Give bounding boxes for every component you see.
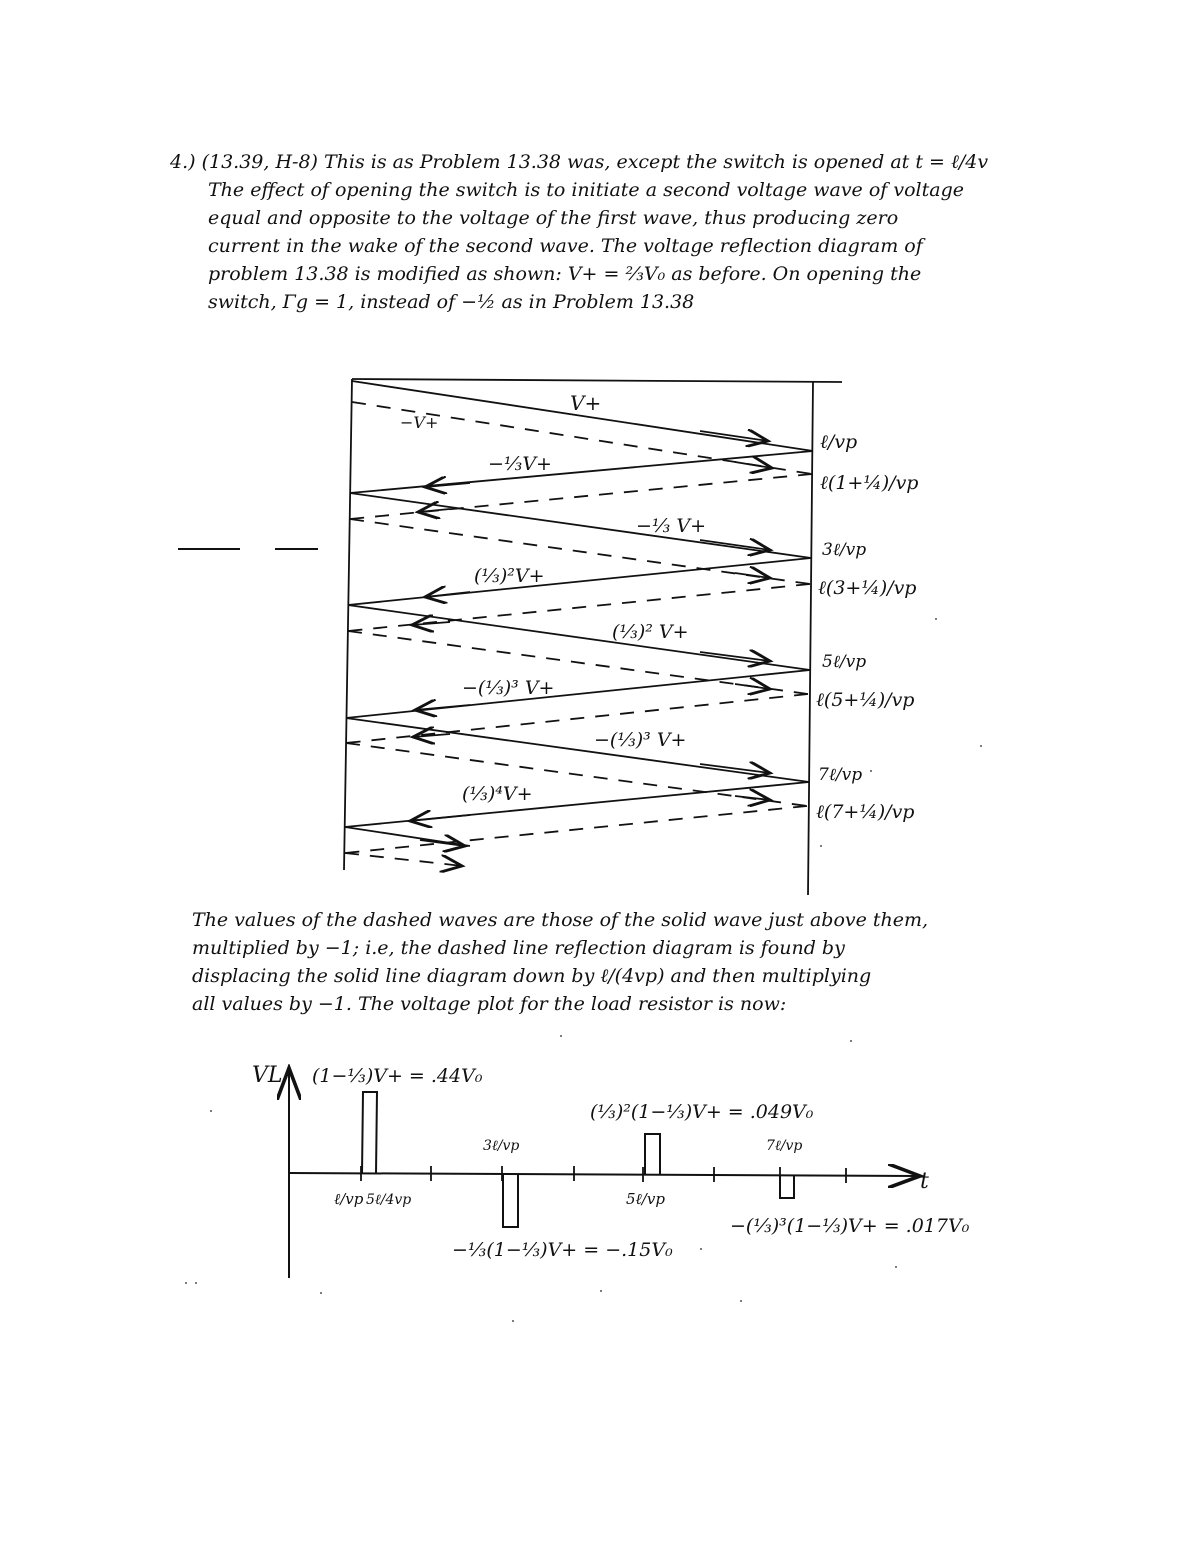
wave-label: −⅓ V+	[636, 515, 707, 537]
tick-label: 7ℓ/vp	[766, 1138, 803, 1154]
x-axis-label: t	[920, 1169, 929, 1194]
wave-label: −(⅓)³ V+	[594, 729, 687, 751]
pulse	[780, 1176, 794, 1198]
wave-label: (⅓)² V+	[612, 621, 689, 643]
scan-speck	[185, 1282, 187, 1284]
scan-speck	[195, 1282, 197, 1284]
tick-label: ℓ/vp	[334, 1190, 364, 1208]
scan-speck	[700, 1248, 702, 1250]
wave-label: (⅓)⁴V+	[462, 783, 533, 805]
pulse-label: −(⅓)³(1−⅓)V+ = .017V₀	[730, 1215, 970, 1237]
tick-label: 5ℓ/4vp	[366, 1192, 412, 1208]
pulse	[645, 1134, 660, 1175]
intro-line: switch, Γg = 1, instead of −½ as in Problem 13.38	[208, 291, 695, 313]
intro-line: problem 13.38 is modified as shown: V+ = ⅔V₀ as before. On opening the	[208, 263, 922, 285]
pulse	[362, 1092, 377, 1174]
pulse-label: (⅓)²(1−⅓)V+ = .049V₀	[590, 1101, 814, 1123]
pulse-label: −⅓(1−⅓)V+ = −.15V₀	[452, 1239, 673, 1261]
y-axis-label: VL	[252, 1063, 283, 1088]
time-label: 7ℓ/vp	[818, 765, 863, 785]
scan-speck	[935, 618, 937, 620]
scan-speck	[512, 1320, 514, 1322]
conclusion-line: The values of the dashed waves are those of the solid wave just above them,	[192, 909, 929, 931]
x-axis	[289, 1173, 920, 1176]
conclusion-line: displacing the solid line diagram down by ℓ/(4vp) and then multiplying	[192, 965, 872, 987]
time-label: 5ℓ/vp	[822, 652, 867, 672]
scan-speck	[820, 845, 822, 847]
time-label: ℓ(1+¼)/vp	[820, 472, 919, 494]
scan-speck	[895, 1266, 897, 1268]
conclusion-line: multiplied by −1; i.e, the dashed line reflection diagram is found by	[192, 937, 845, 959]
time-label: ℓ(7+¼)/vp	[816, 801, 915, 823]
tick-label: 3ℓ/vp	[483, 1138, 520, 1154]
scan-speck	[740, 1300, 742, 1302]
intro-line: The effect of opening the switch is to initiate a second voltage wave of voltage	[208, 179, 964, 201]
time-label: ℓ(5+¼)/vp	[816, 689, 915, 711]
wave-label: −(⅓)³ V+	[462, 677, 555, 699]
time-label: 3ℓ/vp	[822, 540, 867, 560]
wave-label: −⅓V+	[488, 453, 552, 475]
tick-label: 5ℓ/vp	[626, 1190, 665, 1208]
conclusion-line: all values by −1. The voltage plot for the load resistor is now:	[192, 993, 787, 1015]
time-label: ℓ/vp	[820, 431, 858, 453]
scan-speck	[980, 745, 982, 747]
intro-line: 4.) (13.39, H-8) This is as Problem 13.38 was, except the switch is opened at t = ℓ/4v	[170, 151, 989, 173]
scan-speck	[850, 1040, 852, 1042]
intro-line: current in the wake of the second wave. The voltage reflection diagram of	[208, 235, 923, 257]
pulse	[503, 1174, 518, 1227]
pulse-label: (1−⅓)V+ = .44V₀	[312, 1065, 483, 1087]
scan-speck	[870, 770, 872, 772]
scan-speck	[320, 1292, 322, 1294]
scan-speck	[600, 1290, 602, 1292]
scan-speck	[210, 1110, 212, 1112]
wave-label: −V+	[400, 413, 439, 432]
intro-line: equal and opposite to the voltage of the first wave, thus producing zero	[208, 207, 899, 229]
wave-label: (⅓)²V+	[474, 565, 545, 587]
wave-label: V+	[570, 391, 602, 415]
scan-speck	[560, 1035, 562, 1037]
time-label: ℓ(3+¼)/vp	[818, 577, 917, 599]
